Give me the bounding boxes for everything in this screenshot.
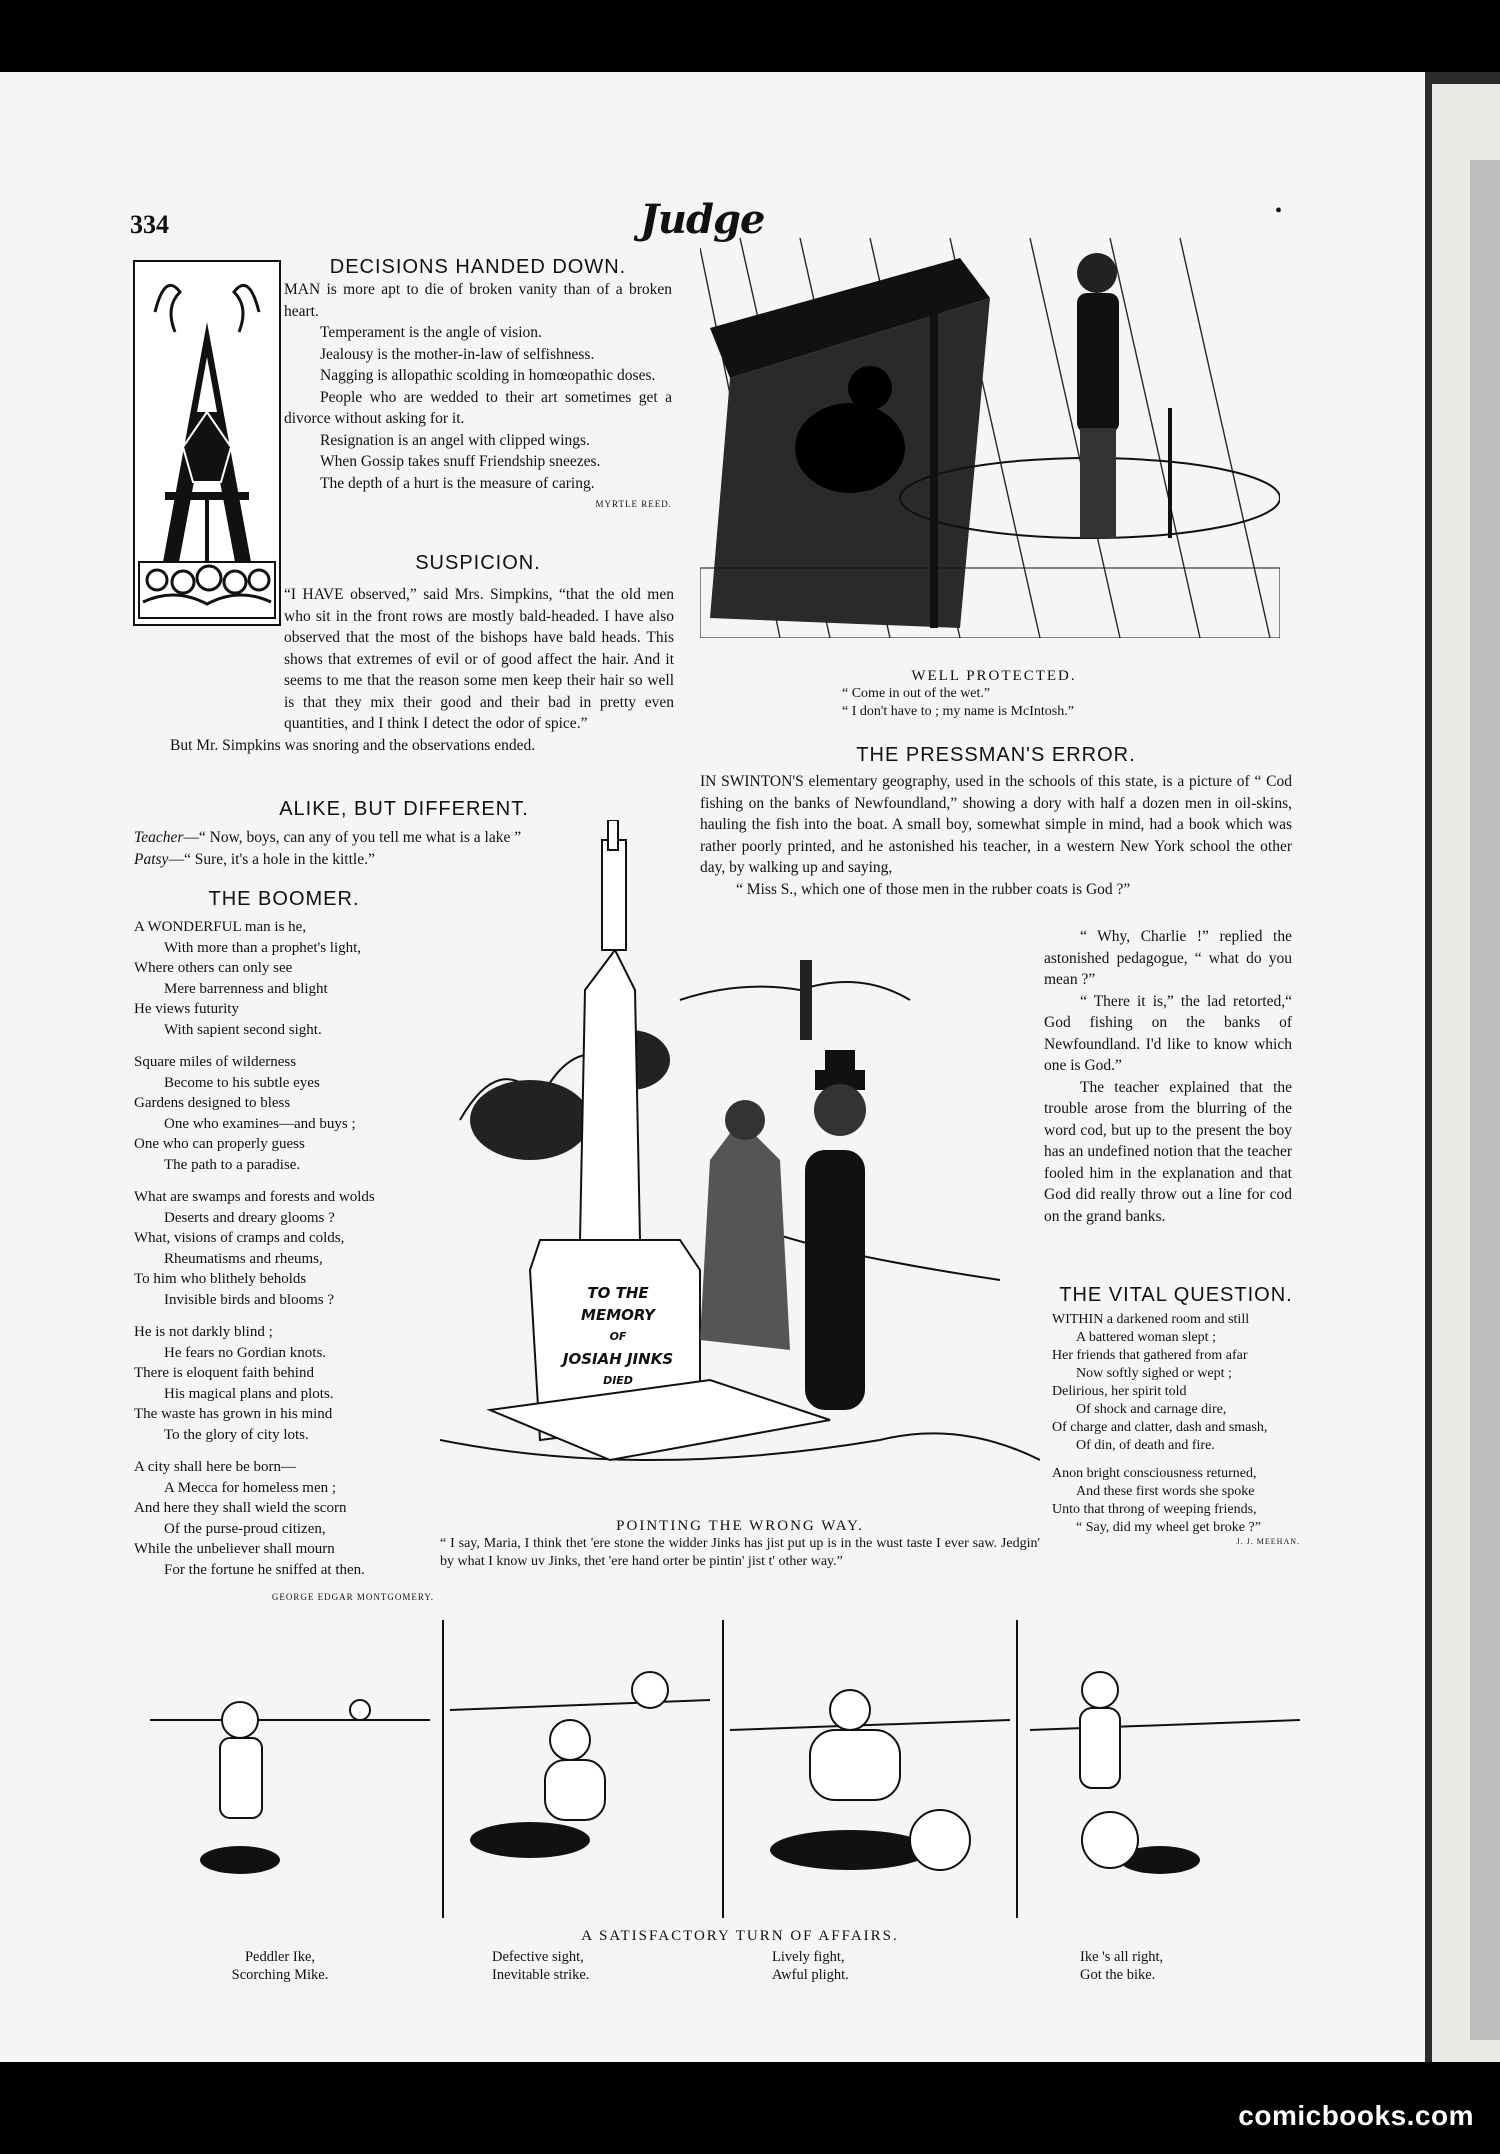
decisions-line: The depth of a hurt is the measure of caring. [320, 474, 595, 492]
strip-caption-line: Defective sight, [492, 1949, 584, 1965]
stanza-gap [134, 1310, 434, 1322]
strip-title: A SATISFACTORY TURN OF AFFAIRS. [581, 1928, 899, 1944]
strip-divider [1016, 1620, 1018, 1918]
boomer-verse-line: For the fortune he sniffed at then. [164, 1561, 365, 1578]
boomer-verse-line: Gardens designed to bless [134, 1095, 291, 1111]
vital-question-poem [1052, 1284, 1300, 1546]
boomer-verse-line: With sapient second sight. [164, 1021, 322, 1038]
boomer-verse-line: He is not darkly blind ; [134, 1324, 273, 1340]
suspicion-ending: But Mr. Simpkins was snoring and the observations ended. [170, 736, 536, 754]
boomer-verse-line: Of the purse-proud citizen, [164, 1520, 326, 1537]
decisions-line: Nagging is allopathic scolding in homœopathic doses. [320, 367, 656, 384]
decisions-line: Jealousy is the mother-in-law of selfishness. [320, 345, 595, 363]
boomer-verse-line: A city shall here be born— [134, 1459, 297, 1475]
boomer-verse-line: Become to his subtle eyes [164, 1074, 320, 1091]
vital-verse-line: Of din, of death and fire. [1076, 1438, 1215, 1453]
well-protected-title: WELL PROTECTED. [911, 668, 1077, 684]
ink-speck: • [1275, 200, 1283, 222]
pressman-para: The teacher explained that the trouble arose from the blurring of the word cod, but up to the present the boy has an undefined notion that the teacher fooled him in the explanation and that God did really throw out a line for cod on the grand banks. [1044, 1078, 1292, 1225]
boomer-verse-line: One who examines—and buys ; [164, 1115, 356, 1132]
vital-title: THE VITAL QUESTION. [1059, 1284, 1293, 1306]
inscription-line: OF [609, 1330, 627, 1343]
vital-verse-line: Of charge and clatter, dash and smash, [1052, 1420, 1268, 1435]
masthead-logo: Judge [640, 196, 765, 243]
pressman-para: “ There it is,” the lad retorted,“ God fishing on the banks of Newfoundland. I'd like to know which one is God.” [1044, 992, 1292, 1074]
boomer-verse-line: Rheumatisms and rheums, [164, 1250, 323, 1267]
monument-inscription [548, 1282, 688, 1392]
vital-verse-line: A battered woman slept ; [1076, 1330, 1216, 1345]
boomer-verse-line: The path to a paradise. [164, 1156, 301, 1173]
boomer-verse-line: His magical plans and plots. [164, 1385, 334, 1402]
vital-verse-line: Her friends that gathered from afar [1052, 1348, 1248, 1363]
strip-caption-line: Lively fight, [772, 1949, 845, 1965]
stanza-gap [134, 1445, 434, 1457]
boomer-verse-line: A WONDERFUL man is he, [134, 919, 307, 935]
boomer-verse-line: He fears no Gordian knots. [164, 1344, 327, 1361]
boomer-title: THE BOOMER. [208, 888, 360, 910]
decisions-signature: MYRTLE REED. [595, 499, 672, 509]
vital-verse-line: WITHIN a darkened room and still [1052, 1312, 1250, 1327]
decisions-line: Resignation is an angel with clipped wings. [320, 431, 590, 449]
boomer-verse-line: Deserts and dreary glooms ? [164, 1209, 335, 1226]
decisions-article [284, 256, 672, 516]
suspicion-title: SUSPICION. [415, 552, 541, 574]
suspicion-article [134, 584, 674, 756]
scan-border [0, 2062, 1500, 2154]
monument-caption [440, 1518, 1040, 1571]
vital-verse-line: And these first words she spoke [1076, 1484, 1255, 1499]
boomer-verse-line: Where others can only see [134, 960, 293, 976]
page-number: 334 [130, 210, 169, 239]
alike-speaker-teacher: Teacher [134, 829, 184, 846]
boomer-verse-line: While the unbeliever shall mourn [134, 1541, 335, 1557]
boomer-verse-line: To him who blithely beholds [134, 1271, 307, 1287]
boomer-verse-line: A Mecca for homeless men ; [164, 1479, 337, 1496]
inscription-line: MEMORY [581, 1306, 655, 1324]
boomer-verse-line: Square miles of wilderness [134, 1054, 297, 1070]
stanza-gap [134, 1175, 434, 1187]
alike-line-teacher: —“ Now, boys, can any of you tell me what is a lake ” [183, 829, 522, 846]
pressman-title: THE PRESSMAN'S ERROR. [856, 744, 1136, 766]
boomer-verse-line: The waste has grown in his mind [134, 1406, 333, 1422]
strip-caption-2 [492, 1948, 692, 1984]
decisions-line: MAN is more apt to die of broken vanity than of a broken heart. [284, 281, 672, 320]
boomer-verse-line: What are swamps and forests and wolds [134, 1189, 375, 1205]
alike-speaker-patsy: Patsy [134, 850, 169, 868]
strip-caption-line: Got the bike. [1080, 1967, 1156, 1983]
boomer-poem [134, 888, 434, 1602]
suspicion-heading [284, 552, 672, 575]
inscription-line: JOSIAH JINKS [562, 1350, 674, 1368]
decisions-title: DECISIONS HANDED DOWN. [329, 256, 627, 278]
vital-verse-line: “ Say, did my wheel get broke ?” [1076, 1520, 1261, 1535]
boomer-verse-line: With more than a prophet's light, [164, 939, 362, 956]
vital-verse-line: Delirious, her spirit told [1052, 1384, 1187, 1399]
comic-strip [150, 1600, 1310, 1920]
inscription-line: DIED [603, 1374, 633, 1387]
boomer-verse-line: Mere barrenness and blight [164, 980, 328, 997]
vital-verse-line: Of shock and carnage dire, [1076, 1402, 1227, 1417]
vital-verse-line: Now softly sighed or wept ; [1076, 1366, 1232, 1381]
well-protected-line2: “ I don't have to ; my name is McIntosh.” [842, 704, 1074, 719]
pressman-article-continued [1044, 926, 1292, 1227]
boomer-verse-line: What, visions of cramps and colds, [134, 1230, 345, 1246]
monument-caption-text: “ I say, Maria, I think thet 'ere stone the widder Jinks has jist put up is in the wust taste I ever saw. Jedgin' by what I know uv Jinks, thet 'ere hand orter be pintin' jist t' other way.” [440, 1536, 1040, 1569]
monument-title: POINTING THE WRONG WAY. [616, 1518, 864, 1534]
well-protected-illustration [700, 238, 1280, 638]
boomer-verse-line: There is eloquent faith behind [134, 1365, 314, 1381]
pressman-para: “ Why, Charlie !” replied the astonished pedagogue, “ what do you mean ?” [1044, 928, 1292, 988]
suspicion-text: “I HAVE observed,” said Mrs. Simpkins, “that the old men who sit in the front rows are mostly bald-headed. I have also observed that the most of the bishops have bald heads. This shows that extremes of evil or of good affect the hair. And it seems to me that the reason some men keep their hair so well is that they mix their good and their bad in pretty even quantities, and I think I detect the odor of spice.” [284, 586, 674, 732]
boomer-verse-line: One who can properly guess [134, 1136, 305, 1152]
alike-line-patsy: —“ Sure, it's a hole in the kittle.” [168, 850, 375, 868]
pressman-para: “ Miss S., which one of those men in the rubber coats is God ?” [736, 880, 1131, 898]
strip-caption-3 [772, 1948, 972, 1984]
vital-signature: J. J. MEEHAN. [1236, 1537, 1300, 1546]
initial-a-icon [135, 262, 279, 624]
decisions-line: Temperament is the angle of vision. [320, 324, 542, 341]
strip-caption-line: Inevitable strike. [492, 1967, 590, 1983]
vital-verse-line: Unto that throng of weeping friends, [1052, 1502, 1257, 1517]
decorative-initial-a [133, 260, 281, 626]
boomer-signature: GEORGE EDGAR MONTGOMERY. [271, 1592, 434, 1602]
vital-verse-line: Anon bright consciousness returned, [1052, 1466, 1257, 1481]
strip-caption-line: Scorching Mike. [231, 1967, 329, 1983]
strip-caption-1 [180, 1948, 380, 1984]
watermark: comicbooks.com [1238, 2100, 1474, 2131]
strip-caption-line: Peddler Ike, [244, 1949, 316, 1965]
monument-illustration [440, 820, 1040, 1520]
decisions-line: When Gossip takes snuff Friendship sneezes. [320, 453, 601, 470]
inscription-line: TO THE [587, 1284, 649, 1302]
strip-divider [722, 1620, 724, 1918]
well-protected-caption [700, 668, 1288, 721]
boomer-verse-line: He views futurity [134, 1001, 239, 1017]
boomer-verse-line: And here they shall wield the scorn [134, 1500, 347, 1516]
alike-title: ALIKE, BUT DIFFERENT. [279, 798, 529, 820]
strip-caption-line: Awful plight. [772, 1967, 849, 1983]
well-protected-line1: “ Come in out of the wet.” [842, 686, 991, 701]
next-page-shadow [1470, 160, 1500, 2040]
boomer-verse-line: Invisible birds and blooms ? [164, 1291, 334, 1308]
vital-verse-line [1052, 1455, 1300, 1465]
strip-divider [442, 1620, 444, 1918]
decisions-line: People who are wedded to their art sometimes get a divorce without asking for it. [284, 388, 672, 427]
strip-caption-line: Ike 's all right, [1080, 1949, 1164, 1965]
boomer-verse-line: To the glory of city lots. [164, 1426, 309, 1443]
stanza-gap [134, 1580, 434, 1592]
strip-caption-4 [1080, 1948, 1280, 1984]
stanza-gap [134, 1040, 434, 1052]
pressman-para: IN SWINTON'S elementary geography, used in the schools of this state, is a picture of “ Cod fishing on the banks of Newfoundland,” showing a dory with half a dozen men in oil-skins, hauling the fish into the boat. A small boy, somewhat simple in mind, had a book which was rather poorly printed, and he astonished his teacher, in a western New York school the other day, by walking up and saying, [700, 773, 1292, 876]
